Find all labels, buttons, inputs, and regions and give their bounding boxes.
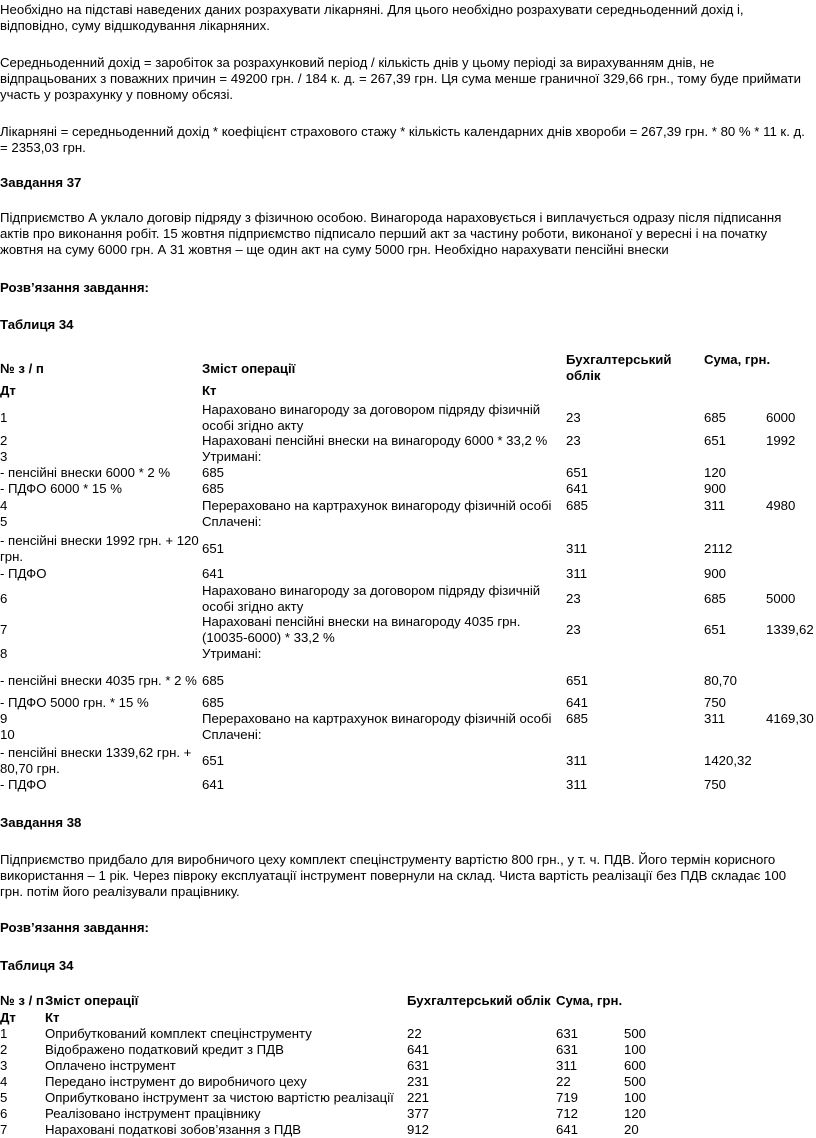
table-cell-e (766, 566, 816, 582)
table-cell-b: Утримані: (202, 449, 262, 464)
table-cell-d: 685 (704, 410, 727, 425)
table-cell-a: 10 (0, 727, 15, 742)
table-cell-b: 641 (202, 566, 225, 581)
header-sum: Сума, грн. (704, 352, 771, 367)
task37-solution-heading: Розв’язання завдання: (0, 280, 149, 295)
table-cell-c: 631 (407, 1058, 430, 1073)
task37-title: Завдання 37 (0, 175, 82, 190)
table-cell-b: Оприбуткований комплект спецінструменту (45, 1026, 312, 1041)
table-cell-e (766, 534, 816, 564)
table-cell-b: 685 (202, 673, 225, 688)
table-cell-d: 900 (704, 481, 727, 496)
table-cell-e: 4980 (766, 498, 796, 513)
table-cell-c (566, 514, 702, 530)
table-cell-e: 500 (624, 1074, 647, 1089)
table-cell-a: 2 (0, 433, 8, 448)
header-num: № з / п (0, 993, 44, 1008)
table-cell-b: Сплачені: (202, 514, 262, 529)
table-cell-b: 685 (202, 465, 225, 480)
table-cell-c: 685 (566, 711, 589, 726)
table-cell-a: 4 (0, 1074, 8, 1089)
table-cell-b: Відображено податковий кредит з ПДВ (45, 1042, 284, 1057)
table-cell-d: 311 (556, 1058, 578, 1073)
table-cell-c: 685 (566, 498, 589, 513)
table-cell-c: 22 (407, 1026, 422, 1041)
table-cell-e: 4169,30 (766, 711, 814, 726)
table-cell-a: 6 (0, 591, 8, 606)
table-cell-c (566, 646, 702, 662)
table-cell-b: 685 (202, 481, 225, 496)
table-cell-d: 651 (704, 622, 727, 637)
table-cell-a: 3 (0, 1058, 8, 1073)
table-cell-d: 651 (704, 433, 727, 448)
table-cell-d (704, 727, 766, 743)
intro-paragraph: Необхідно на підставі наведених даних розрахувати лікарняні. Для цього необхідно розрахувати середньоденний дохід і, відповідно, суму відшкодування лікарняних. (0, 2, 744, 33)
table-cell-d: 22 (556, 1074, 571, 1089)
header-accounting: Бухгалтерський облік (407, 993, 551, 1008)
task38-solution-heading: Розв’язання завдання: (0, 920, 149, 935)
table-cell-d: 1420,32 (704, 753, 752, 768)
header-dt: Дт (0, 1010, 16, 1025)
table-cell-a: - пенсійні внески 1992 грн. + 120 грн. (0, 533, 199, 564)
header-content: Зміст операції (202, 361, 296, 376)
task38-table-title: Таблиця 34 (0, 958, 74, 973)
table-cell-c: 23 (566, 433, 581, 448)
table-cell-a: - ПДФО 6000 * 15 % (0, 481, 122, 496)
task37-table-title: Таблиця 34 (0, 317, 74, 332)
table-cell-b: 641 (202, 777, 225, 792)
table-cell-e: 500 (624, 1026, 647, 1041)
table-cell-b: Реалізовано інструмент працівнику (45, 1106, 261, 1121)
table-cell-d: 750 (704, 695, 727, 710)
table-cell-b: Оплачено інструмент (45, 1058, 176, 1073)
table-cell-a: - ПДФО (0, 777, 47, 792)
table-cell-b: 651 (202, 541, 225, 556)
table-cell-d: 900 (704, 566, 727, 581)
table-cell-b: Нараховано винагороду за договором підряду фізичній особі згідно акту (202, 583, 541, 614)
table-cell-a: - ПДФО (0, 566, 47, 581)
table-cell-d: 80,70 (704, 673, 738, 688)
table-cell-b: Передано інструмент до виробничого цеху (45, 1074, 307, 1089)
table-cell-e (766, 646, 816, 662)
table-cell-c: 23 (566, 591, 581, 606)
table-cell-e (766, 746, 816, 776)
table-cell-e (766, 481, 816, 497)
table-cell-c: 311 (566, 777, 588, 792)
table-cell-a: - пенсійні внески 4035 грн. * 2 % (0, 673, 197, 688)
table-cell-d: 631 (556, 1026, 579, 1041)
header-kt: Кт (45, 1010, 60, 1025)
table-cell-b: Нараховано винагороду за договором підряду фізичній особі згідно акту (202, 402, 541, 433)
table-cell-b: Утримані: (202, 646, 262, 661)
table-cell-b: Нараховані пенсійні внески на винагороду 4035 грн. (10035-6000) * 33,2 % (202, 614, 521, 645)
table-cell-e: 1992 (766, 433, 796, 448)
table-cell-d: 2112 (704, 541, 733, 556)
table-cell-c: 23 (566, 622, 581, 637)
table-cell-d: 311 (704, 711, 726, 726)
table-cell-e (766, 695, 816, 711)
table-cell-d: 712 (556, 1106, 579, 1121)
table-cell-a: 4 (0, 498, 8, 513)
table-cell-c: 311 (566, 541, 588, 556)
header-dt: Дт (0, 383, 16, 398)
table-cell-d: 631 (556, 1042, 579, 1057)
table-cell-e: 600 (624, 1058, 647, 1073)
table-cell-a: 3 (0, 449, 8, 464)
table-cell-a: - пенсійні внески 6000 * 2 % (0, 465, 171, 480)
task37-text: Підприємство А уклало договір підряду з фізичною особою. Винагорода нараховується і виплачується одразу після підписання актів про виконання робіт. 15 жовтня підприємство підписало перший акт за частину роботи, виконаної у вересні і на початку жовтня на суму 6000 грн. А 31 жовтня – ще один акт на суму 5000 грн. Необхідно нарахувати пенсійні внески (0, 210, 782, 257)
header-content: Зміст операції (45, 993, 139, 1008)
table-cell-c: 221 (407, 1090, 430, 1105)
table-cell-c: 311 (566, 753, 588, 768)
table-cell-d (704, 646, 766, 662)
table-cell-a: 2 (0, 1042, 8, 1057)
table-cell-c: 641 (566, 481, 589, 496)
table-cell-e: 6000 (766, 410, 796, 425)
income-calculation-paragraph: Середньоденний дохід = заробіток за розрахунковий період / кількість днів у цьому періоді за вирахуванням днів, не відпрацьованих з поважних причин = 49200 грн. / 184 к. д. = 267,39 грн. Ця сума менше граничної 329,66 грн., тому буде приймати участь у розрахунку у повному обсязі. (0, 55, 801, 102)
header-sum: Сума, грн. (556, 993, 623, 1008)
table-cell-d: 685 (704, 591, 727, 606)
table-cell-c: 651 (566, 673, 589, 688)
table-cell-b: 651 (202, 753, 225, 768)
table-cell-a: - пенсійні внески 1339,62 грн. + 80,70 грн. (0, 745, 192, 776)
table-cell-a: 1 (0, 1026, 8, 1041)
table-cell-e (766, 727, 816, 743)
table-cell-a: 1 (0, 410, 8, 425)
table-cell-b: Нараховані пенсійні внески на винагороду 6000 * 33,2 % (202, 433, 548, 448)
table-cell-d: 120 (704, 465, 727, 480)
table-cell-c: 912 (407, 1122, 430, 1137)
table-cell-c: 651 (566, 465, 589, 480)
table-cell-e (766, 514, 816, 530)
table-cell-e: 1339,62 (766, 622, 814, 637)
table-cell-a: 8 (0, 646, 8, 661)
table-cell-c (566, 449, 702, 465)
table-cell-b: Перераховано на картрахунок винагороду фізичній особі (202, 498, 552, 513)
table-cell-e: 20 (624, 1122, 639, 1137)
table-cell-c: 641 (566, 695, 589, 710)
table-cell-e: 100 (624, 1042, 647, 1057)
table-cell-e (766, 465, 816, 481)
sick-pay-calculation-paragraph: Лікарняні = середньоденний дохід * коефіцієнт страхового стажу * кількість календарних днів хвороби = 267,39 грн. * 80 % * 11 к. д. = 2353,03 грн. (0, 124, 805, 155)
table-cell-e (766, 666, 816, 696)
table-cell-a: 5 (0, 514, 8, 529)
table-cell-e (766, 449, 816, 465)
table-cell-a: 9 (0, 711, 8, 726)
table-cell-c: 231 (407, 1074, 430, 1089)
table-cell-d: 719 (556, 1090, 579, 1105)
table-cell-d: 311 (704, 498, 726, 513)
table-cell-a: 6 (0, 1106, 8, 1121)
table-cell-e: 120 (624, 1106, 647, 1121)
table-cell-d (704, 449, 766, 465)
header-accounting: Бухгалтерський облік (566, 352, 672, 383)
task38-text: Підприємство придбало для виробничого цеху комплект спецінструменту вартістю 800 грн., у т. ч. ПДВ. Його термін корисного використання – 1 рік. Через півроку експлуатації інструмент повернули на склад. Чиста вартість реалізації без ПДВ складає 100 грн. потім його реалізували працівнику. (0, 852, 787, 899)
header-num: № з / п (0, 361, 44, 376)
table-cell-e: 100 (624, 1090, 647, 1105)
table-cell-a: 7 (0, 1122, 8, 1137)
table-cell-a: 5 (0, 1090, 8, 1105)
table-cell-b: Нараховані податкові зобов’язання з ПДВ (45, 1122, 302, 1137)
table-cell-d: 641 (556, 1122, 579, 1137)
table-cell-a: 7 (0, 622, 8, 637)
table-cell-c (566, 727, 702, 743)
table-cell-d (704, 514, 766, 530)
table-cell-b: Перераховано на картрахунок винагороду фізичній особі (202, 711, 552, 726)
task38-title: Завдання 38 (0, 815, 82, 830)
table-cell-b: 685 (202, 695, 225, 710)
table-cell-a: - ПДФО 5000 грн. * 15 % (0, 695, 149, 710)
table-cell-b: Сплачені: (202, 727, 262, 742)
table-cell-c: 641 (407, 1042, 430, 1057)
table-cell-c: 311 (566, 566, 588, 581)
table-cell-c: 377 (407, 1106, 430, 1121)
header-kt: Кт (202, 383, 217, 398)
table-cell-e: 5000 (766, 591, 796, 606)
table-cell-d: 750 (704, 777, 727, 792)
table-cell-b: Оприбутковано інструмент за чистою вартістю реалізації (45, 1090, 394, 1105)
table-cell-e (766, 777, 816, 793)
table-cell-c: 23 (566, 410, 581, 425)
